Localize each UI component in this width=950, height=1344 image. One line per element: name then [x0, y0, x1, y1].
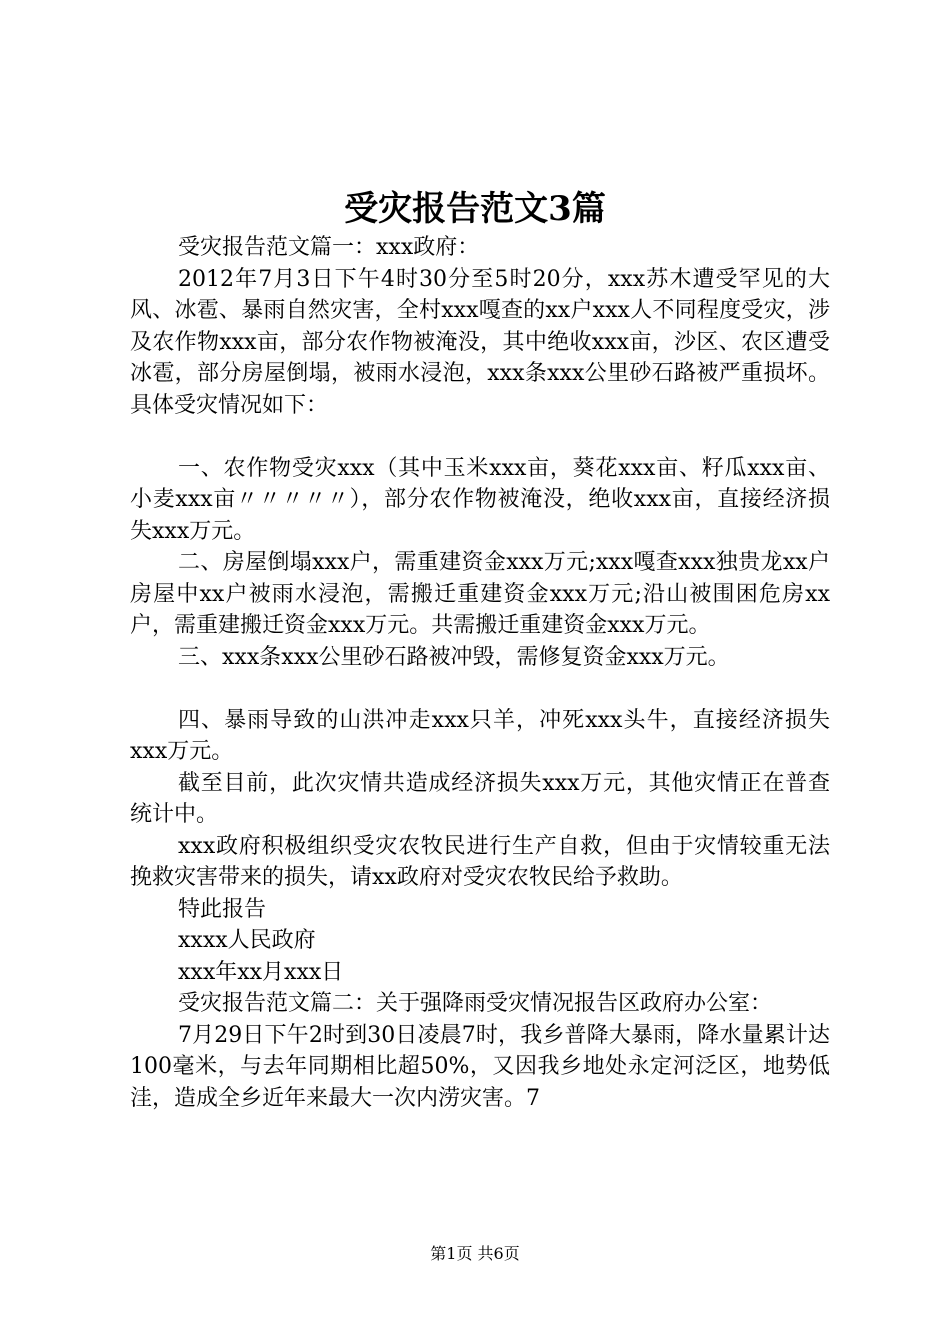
document-title: 受灾报告范文3篇	[344, 189, 606, 229]
paragraph-item-1: 一、农作物受灾xxx（其中玉米xxx亩，葵花xxx亩、籽瓜xxx亩、小麦xxx亩〃〃〃〃〃），部分农作物被淹没，绝收xxx亩，直接经济损失xxx万元。	[130, 455, 830, 544]
paragraph-item-2: 二、房屋倒塌xxx户，需重建资金xxx万元;xxx嘎查xxx独贵龙xx户房屋中xx户被雨水浸泡，需搬迁重建资金xxx万元;沿山被围困危房xx户，需重建搬迁资金xxx万元。共需搬迁重建资金xxx万元。	[130, 550, 830, 638]
paragraph-item-4: 四、暴雨导致的山洪冲走xxx只羊，冲死xxx头牛，直接经济损失xxx万元。	[130, 707, 830, 764]
paragraph-summary: 截至目前，此次灾情共造成经济损失xxx万元，其他灾情正在普查统计中。	[130, 770, 830, 827]
paragraph-closing: 特此报告	[178, 896, 267, 922]
page-footer: 第1页 共6页	[430, 1244, 520, 1263]
paragraph-salutation-1: 受灾报告范文篇一：xxx政府：	[178, 235, 480, 260]
paragraph-signature: xxxx人民政府	[178, 928, 316, 953]
paragraph-request: xxx政府积极组织受灾农牧民进行生产自救，但由于灾情较重无法挽救灾害带来的损失，请xx政府对受灾农牧民给予救助。	[130, 833, 830, 890]
paragraph-intro: 2012年7月3日下午4时30分至5时20分，xxx苏木遭受罕见的大风、冰雹、暴雨自然灾害，全村xxx嘎查的xx户xxx人不同程度受灾，涉及农作物xxx亩，部分农作物被淹没，其中绝收xxx亩，沙区、农区遭受冰雹，部分房屋倒塌，被雨水浸泡，xxx条xxx公里砂石路被严重损坏。具体受灾情况如下：	[130, 266, 830, 418]
paragraph-date: xxx年xx月xxx日	[178, 959, 344, 985]
document-body	[130, 232, 830, 1114]
paragraph-item-3: 三、xxx条xxx公里砂石路被冲毁，需修复资金xxx万元。	[178, 644, 730, 670]
paragraph-salutation-2: 受灾报告范文篇二：关于强降雨受灾情况报告区政府办公室：	[178, 991, 773, 1016]
paragraph-report-2: 7月29日下午2时到30日凌晨7时，我乡普降大暴雨，降水量累计达100毫米，与去年同期相比超50%，又因我乡地处永定河泛区，地势低洼，造成全乡近年来最大一次内涝灾害。7	[130, 1022, 830, 1111]
